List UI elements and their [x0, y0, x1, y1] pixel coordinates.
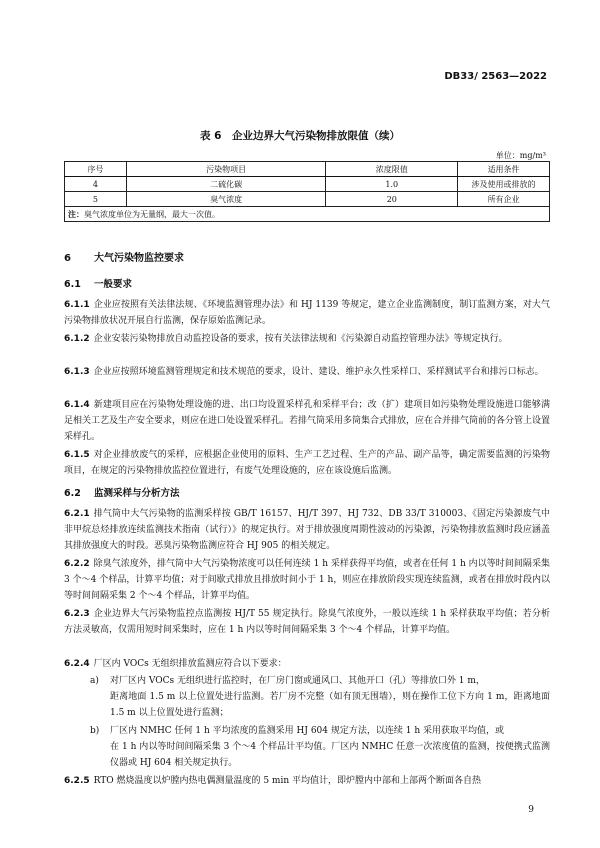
table-title: 表 6 企业边界大气污染物排放限值（续） — [200, 130, 400, 142]
paragraph-6-2-1: 6.2.1 排气筒中大气污染物的监测采样按 GB/T 16157、HJ/T 397、HJ 732、DB 33/T 310003、《固定污染源废气中非甲烷总烃排放连续监测技术指南（试行）》的规定执行。对于排放强度周期性波动的污染源，污染物排放监测时段应涵盖其排放强度大的时段。恶臭污染物监测应符合 HJ 905 的相关规定。 — [64, 509, 550, 551]
table-note — [65, 207, 550, 222]
table-header-row — [65, 162, 550, 177]
paragraph-6-1-5: 6.1.5 对企业排放废气的采样，应根据企业使用的原料、生产工艺过程、生产的产品、副产品等，确定需要监测的污染物项目，在规定的污染物排放监控位置进行，有废气处理设施的，应在该设施后监测。 — [64, 450, 550, 476]
paragraph-6-2-5: 6.2.5 RTO 燃烧温度以炉膛内热电偶测量温度的 5 min 平均值计，即炉膛内中部和上部两个断面各自热 — [64, 776, 482, 786]
table-unit: 单位：mg/m³ — [495, 151, 546, 160]
paragraph-6-2-2: 6.2.2 除臭气浓度外，排气筒中大气污染物浓度可以任何连续 1 h 采样获得平均值，或者在任何 1 h 内以等时间间隔采集 3 个～4 个样品，计算平均值；对于间歇式排放且排放时间小于 1 h，则应在排放阶段实现连续监测，或者在排放时段内以等时间间隔采集 2 个～4 个样品，计算平均值。 — [64, 559, 550, 601]
cell-pollutant: 臭气浓度 — [126, 192, 326, 207]
page-number: 9 — [528, 805, 534, 815]
list-item-a: a) 对厂区内 VOCs 无组织进行监控时，在厂房门窗或通风口、其他开口（孔）等排放口外 1 m， 距离地面 1.5 m 以上位置处进行监测。若厂房不完整（如有顶无围墙），则在操作工位下方向 1 m，距离地面 1.5 m 以上位置处进行监测； — [90, 676, 550, 718]
section-6-heading: 6 大气污染物监控要求 — [64, 253, 184, 264]
table-row — [65, 192, 550, 207]
paragraph-6-1-4: 6.1.4 新建项目应在污染物处理设施的进、出口均设置采样孔和采样平台；改（扩）建项目如污染物处理设施进口能够满足相关工艺及生产安全要求，则应在进口处设置采样孔。若排气筒采用多筒集合式排放，应在合并排气筒前的各分管上设置采样孔。 — [64, 400, 551, 442]
cell-condition: 所有企业 — [458, 192, 550, 207]
note-label: 注： — [68, 209, 84, 219]
header-pollutant: 污染物项目 — [126, 162, 326, 177]
header-limit: 浓度限值 — [326, 162, 458, 177]
cell-pollutant: 二硫化碳 — [126, 177, 326, 192]
paragraph-6-2-3: 6.2.3 企业边界大气污染物监控点监测按 HJ/T 55 规定执行。除臭气浓度外，一般以连续 1 h 采样获取平均值；若分析方法灵敏高，仅需用短时间采集时，应在 1 h 内以等时间间隔采集 3 个～4 个样品，计算平均值。 — [64, 609, 550, 635]
list-item-b: b) 厂区内 NMHC 任何 1 h 平均浓度的监测采用 HJ 604 规定方法，以连续 1 h 采用获取平均值，或 在 1 h 内以等时间间隔采集 3 个～4 个样品计平均值。厂区内 NMHC 任意一次浓度值的监测，按便携式监测仪器或 HJ 604 相关规定执行。 — [90, 726, 550, 768]
cell-seq: 5 — [65, 192, 127, 207]
cell-seq: 4 — [65, 177, 127, 192]
cell-limit: 1.0 — [326, 177, 458, 192]
emission-limits-table — [64, 161, 550, 222]
cell-limit: 20 — [326, 192, 458, 207]
standard-code: DB33/ 2563—2022 — [444, 71, 547, 82]
table-row — [65, 177, 550, 192]
note-text: 臭气浓度单位为无量纲，最大一次值。 — [84, 209, 220, 219]
header-condition: 适用条件 — [458, 162, 550, 177]
paragraph-6-1-3: 6.1.3 企业应按照环境监测管理规定和技术规范的要求，设计、建设、维护永久性采样口、采样测试平台和排污口标志。 — [64, 367, 544, 377]
paragraph-6-2-4: 6.2.4 厂区内 VOCs 无组织排放监测应符合以下要求： — [64, 659, 287, 669]
section-6-2-heading: 6.2 监测采样与分析方法 — [64, 488, 180, 499]
table-note-row — [65, 207, 550, 222]
cell-condition: 涉及使用或排放的 — [458, 177, 550, 192]
section-6-1-heading: 6.1 一般要求 — [64, 279, 133, 290]
header-seq: 序号 — [65, 162, 127, 177]
paragraph-6-1-2: 6.1.2 企业安装污染物排放自动监控设备的要求，按有关法律法规和《污染源自动监控管理办法》等规定执行。 — [64, 334, 508, 344]
paragraph-6-1-1: 6.1.1 企业应按照有关法律法规、《环境监测管理办法》和 HJ 1139 等规定，建立企业监测制度，制订监测方案，对大气污染物排放状况开展自行监测，保存原始监测记录。 — [64, 300, 550, 326]
